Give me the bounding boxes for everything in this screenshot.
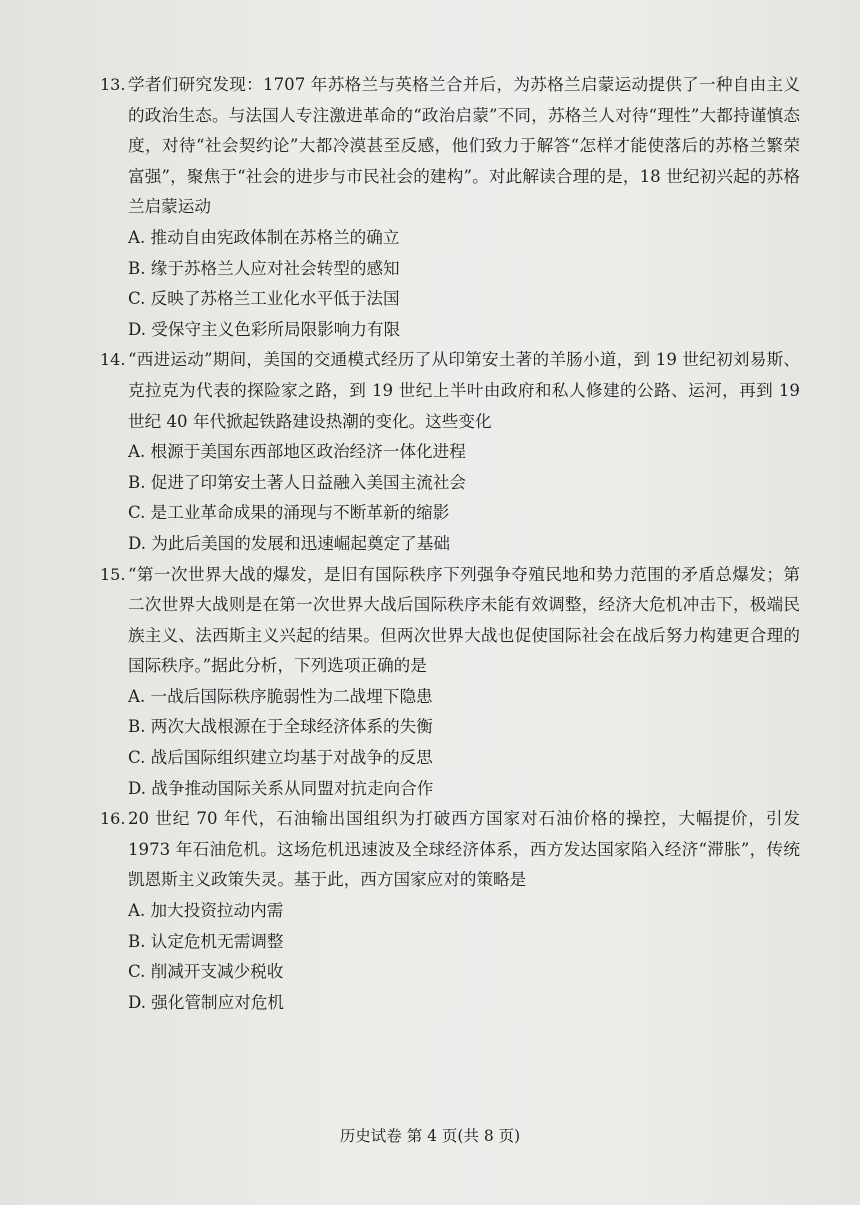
option-c: C. 战后国际组织建立均基于对战争的反思 [128,748,433,768]
question-13 [100,70,800,345]
question-text: 学者们研究发现：1707 年苏格兰与英格兰合并后，为苏格兰启蒙运动提供了一种自由主义的政治生态。与法国人专注激进革命的“政治启蒙”不同，苏格兰人对待“理性”大都持谨慎态度，对待“社会契约论”大都冷漠甚至反感，他们致力于解答“怎样才能使落后的苏格兰繁荣富强”，聚焦于“社会的进步与市民社会的建构”。对此解读合理的是，18 世纪初兴起的苏格兰启蒙运动 [128,75,800,217]
question-stem [100,804,800,896]
page-footer: 历史试卷 第 4 页(共 8 页) [339,1127,521,1145]
option-c: C. 反映了苏格兰工业化水平低于法国 [128,289,400,309]
option-a: A. 一战后国际秩序脆弱性为二战埋下隐患 [128,686,433,706]
option-a: A. 加大投资拉动内需 [128,901,284,921]
question-number: 16. [100,809,126,829]
option-b: B. 缘于苏格兰人应对社会转型的感知 [128,258,400,278]
question-text: “第一次世界大战的爆发，是旧有国际秩序下列强争夺殖民地和势力范围的矛盾总爆发；第二次世界大战则是在第一次世界大战后国际秩序未能有效调整，经济大危机冲击下，极端民族主义、法西斯主义兴起的结果。但两次世界大战也促使国际社会在战后努力构建更合理的国际秩序。”据此分析，下列选项正确的是 [128,564,800,676]
question-number: 13. [100,75,126,94]
question-stem [100,345,800,437]
question-14 [100,345,800,559]
question-number: 14. [100,350,126,370]
option-d: D. 为此后美国的发展和迅速崛起奠定了基础 [128,533,450,553]
option-d: D. 强化管制应对危机 [128,992,285,1012]
option-c: C. 是工业革命成果的涌现与不断革新的缩影 [128,503,450,523]
option-a: A. 根源于美国东西部地区政治经济一体化进程 [128,442,466,462]
questions-area [100,70,800,1018]
question-16 [100,804,800,1018]
option-a: A. 推动自由宪政体制在苏格兰的确立 [128,227,400,247]
question-stem [100,560,800,682]
option-b: B. 两次大战根源在于全球经济体系的失衡 [128,717,433,737]
question-text: “西进运动”期间，美国的交通模式经历了从印第安土著的羊肠小道，到 19 世纪初刘易斯、克拉克为代表的探险家之路，到 19 世纪上半叶由政府和私人修建的公路、运河，再到 19 世纪 40 年代掀起铁路建设热潮的变化。这些变化 [128,350,800,431]
question-stem [100,70,800,223]
question-text: 20 世纪 70 年代，石油输出国组织为打破西方国家对石油价格的操控，大幅提价，引发 1973 年石油危机。这场危机迅速波及全球经济体系，西方发达国家陷入经济“滞胀”，传统凯恩斯主义政策失灵。基于此，西方国家应对的策略是 [128,809,800,890]
option-b: B. 认定危机无需调整 [128,931,284,951]
question-number: 15. [100,564,126,584]
option-b: B. 促进了印第安土著人日益融入美国主流社会 [128,472,467,492]
question-15 [100,560,800,805]
option-c: C. 削减开支减少税收 [128,962,284,982]
option-d: D. 战争推动国际关系从同盟对抗走向合作 [128,778,434,798]
option-d: D. 受保守主义色彩所局限影响力有限 [128,319,401,339]
